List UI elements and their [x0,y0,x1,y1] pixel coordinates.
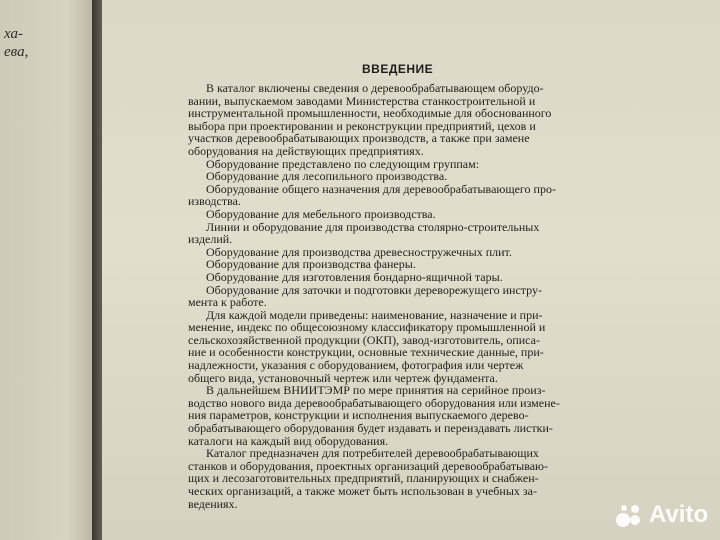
text-line: станков и оборудования, проектных организаций деревообрабатываю- [188,458,548,473]
left-page-fragment: ха- [4,26,23,42]
left-page-fragment: ева, [4,44,29,60]
text-line: В каталог включены сведения о деревообрабатывающем оборудо- [206,81,544,95]
text-line: общего вида, установочный чертеж или чертеж фундамента. [188,370,498,385]
avito-logo-icon [614,500,644,530]
text-line: Оборудование общего назначения для деревообрабатывающего про- [206,181,556,196]
text-line: Линии и оборудование для производства столярно-строительных [206,219,540,234]
text-line: Для каждой модели приведены: наименование, назначение и при- [206,307,543,322]
left-page [0,0,96,540]
text-line: Оборудование для производства древесностружечных плит. [206,244,512,259]
text-line: ческих организаций, а также может быть использован в учебных за- [188,484,537,498]
text-line: каталоги на каждый вид оборудования. [188,433,389,448]
text-line: Оборудование для мебельного производства. [206,206,436,221]
text-line: участков деревообрабатывающих производств, а также при замене [188,131,530,146]
text-line: Оборудование представлено по следующим группам: [206,156,480,171]
text-line: надлежности, указания с оборудованием, фотография или чертеж [188,358,524,373]
text-line: выбора при проектировании и реконструкции предприятий, цехов и [188,118,536,133]
text-line: В дальнейшем ВНИИТЭМР по мере принятия на серийное произ- [206,383,546,398]
text-line: водство нового вида деревообрабатывающего оборудования или измене- [188,395,560,410]
text-line: инструментальной промышленности, необходимые для обоснованного [188,106,552,121]
text-line: ния параметров, конструкции и исполнения выпускаемого дерево- [188,408,529,423]
introduction-text [188,82,608,510]
text-line: щих и лесозаготовительных предприятий, планирующих и снабжен- [188,471,539,486]
page-heading: ВВЕДЕНИЕ [362,62,434,76]
text-line: Оборудование для заточки и подготовки дереворежущего инстру- [206,282,543,297]
text-line: оборудования на действующих предприятиях. [188,143,424,158]
text-line: обрабатывающего оборудования будет издавать и переиздавать листки- [188,421,553,436]
avito-watermark [614,500,708,530]
text-line: сельскохозяйственной продукции (ОКП), завод-изготовитель, описа- [188,332,540,347]
text-line: изделий. [188,232,233,247]
text-line: ведениях. [188,496,238,511]
text-line: ние и особенности конструкции, основные технические данные, при- [188,345,544,360]
text-line: Каталог предназначен для потребителей деревообрабатывающих [206,446,539,461]
text-line: вании, выпускаемом заводами Министерства станкостроительной и [188,93,536,108]
text-line: мента к работе. [188,295,267,310]
watermark-text: Avito [649,501,709,528]
text-line: Оборудование для лесопильного производства. [206,169,448,184]
text-line: изводства. [188,194,241,209]
text-line: Оборудование для изготовления бондарно-ящичной тары. [206,269,503,284]
text-line: Оборудование для производства фанеры. [206,257,416,272]
text-line: менение, индекс по общесоюзному классификатору промышленной и [188,320,546,335]
